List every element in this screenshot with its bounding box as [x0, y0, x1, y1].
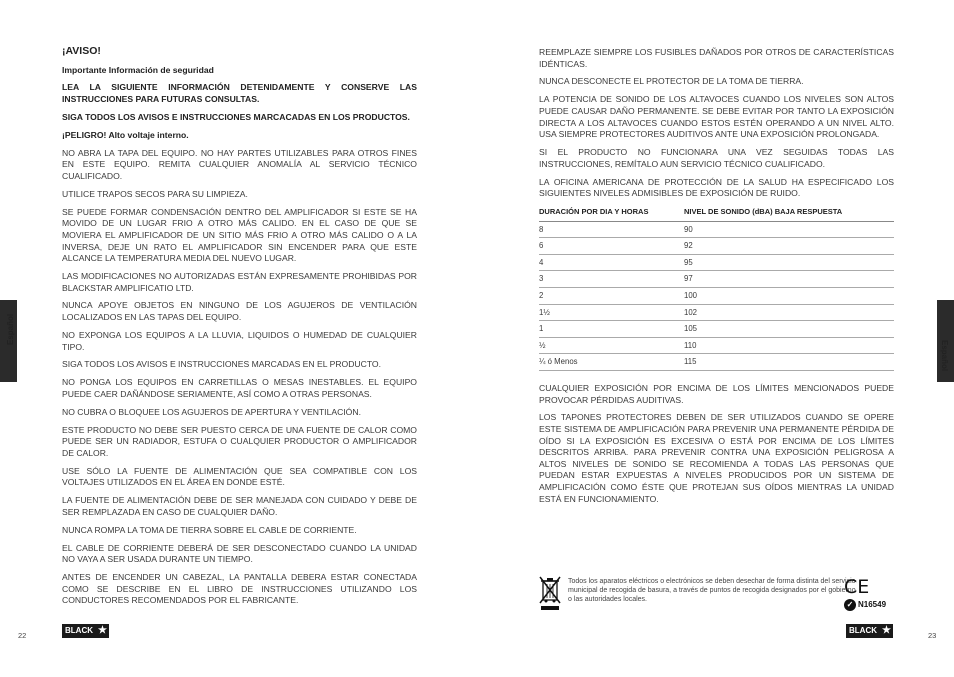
level-cell: 100: [684, 287, 894, 304]
duration-cell: 1: [539, 321, 684, 338]
logo-text: BLACK: [65, 626, 93, 635]
level-cell: 110: [684, 337, 894, 354]
paragraph: NO EXPONGA LOS EQUIPOS A LA LLUVIA, LIQUIDOS O HUMEDAD DE CUALQUIER TIPO.: [62, 329, 417, 352]
duration-cell: 8: [539, 221, 684, 238]
brand-logo: [62, 624, 109, 638]
bold-notice-2: SIGA TODOS LOS AVISOS E INSTRUCCIONES MARCACADAS EN LOS PRODUCTOS.: [62, 111, 410, 122]
noise-exposure-table: [539, 206, 894, 371]
danger-notice: ¡PELIGRO! Alto voltaje interno.: [62, 129, 189, 140]
disposal-text: Todos los aparatos eléctricos o electrónicos se deben desechar de forma distinta del servicio municipal de recogida de basura, a través de puntos de recogida designados por el gobierno o las autoridades locales.: [568, 578, 856, 604]
paragraph: UTILICE TRAPOS SECOS PARA SU LIMPIEZA.: [62, 188, 248, 199]
star-icon: ★: [98, 625, 107, 636]
level-cell: 92: [684, 238, 894, 255]
paragraph: NUNCA ROMPA LA TOMA DE TIERRA SOBRE EL CABLE DE CORRIENTE.: [62, 524, 357, 535]
paragraph: REEMPLAZE SIEMPRE LOS FUSIBLES DAÑADOS POR OTROS DE CARACTERÍSTICAS IDÉNTICAS.: [539, 47, 894, 69]
paragraph: LAS MODIFICACIONES NO AUTORIZADAS ESTÁN EXPRESAMENTE PROHIBIDAS POR BLACKSTAR AMPLIFICATIO LTD.: [62, 270, 417, 293]
duration-cell: 3: [539, 271, 684, 288]
duration-cell: 1½: [539, 304, 684, 321]
paragraph: SE PUEDE FORMAR CONDENSACIÓN DENTRO DEL AMPLIFICADOR SI ESTE SE HA MOVIDO DE UN LUGAR FRIO A OTRO MÁS CALIDO. EN EL CASO DE QUE SE MOVIERA EL AMPLIFICADOR DE UN SITIO MÁS FRIO A OTRO MÁS CALIDO O A LA INVERSA, DEJE UN RATO EL AMPLIFICADOR SIN ENCENDER PARA QUE ESTE ALCANCE LA TEMPERATURA MEDIA DEL NUEVO LUGAR.: [62, 206, 417, 264]
right-column: [539, 47, 894, 511]
warning-heading: ¡AVISO!: [62, 45, 101, 57]
paragraph: ANTES DE ENCENDER UN CABEZAL, LA PANTALLA DEBERA ESTAR CONECTADA COMO SE DESCRIBE EN EL LIBRO DE INSTRUCCIONES UTILIZANDO LOS CONDUCTORES RECOMENDADOS POR EL FABRICANTE.: [62, 572, 417, 606]
paragraph: NO PONGA LOS EQUIPOS EN CARRETILLAS O MESAS INESTABLES. EL EQUIPO PUEDE CAER DAÑÁNDOSE SERIAMENTE, ASÍ COMO A OTRAS PERSONAS.: [62, 377, 417, 399]
duration-cell: ¼ ó Menos: [539, 354, 684, 371]
ce-mark-icon: CE: [844, 576, 870, 598]
table-header-level: NIVEL DE SONIDO (dBA) BAJA RESPUESTA: [684, 206, 894, 221]
logo-text: BLACK: [849, 626, 877, 635]
paragraph: NUNCA APOYE OBJETOS EN NINGUNO DE LOS AGUJEROS DE VENTILACIÓN LOCALIZADOS EN LAS TAPAS DEL EQUIPO.: [62, 300, 417, 323]
table-row: [539, 287, 894, 304]
table-row: [539, 354, 894, 371]
paragraph: NO CUBRA O BLOQUEE LOS AGUJEROS DE APERTURA Y VENTILACIÓN.: [62, 406, 361, 417]
table-row: [539, 271, 894, 288]
paragraph: NUNCA DESCONECTE EL PROTECTOR DE LA TOMA DE TIERRA.: [539, 76, 804, 87]
subheading: Importante Información de seguridad: [62, 64, 214, 75]
bold-notice-1: LEA LA SIGUIENTE INFORMACIÓN DETENIDAMENTE Y CONSERVE LAS INSTRUCCIONES PARA FUTURAS CONSULTAS.: [62, 82, 417, 105]
duration-cell: 4: [539, 254, 684, 271]
c-tick-icon: ✓: [844, 599, 856, 611]
table-row: [539, 254, 894, 271]
paragraph: LA FUENTE DE ALIMENTACIÓN DEBE DE SER MANEJADA CON CUIDADO Y DEBE DE SER REMPLAZADA EN CASO DE CUALQUIER DAÑO.: [62, 495, 417, 517]
language-label: Español: [6, 313, 15, 345]
paragraph: LA OFICINA AMERICANA DE PROTECCIÓN DE LA SALUD HA ESPECIFICADO LOS SIGUIENTES NIVELES ADMISIBLES DE EXPOSICIÓN DE RUIDO.: [539, 176, 894, 199]
table-row: [539, 304, 894, 321]
table-row: [539, 337, 894, 354]
duration-cell: 2: [539, 287, 684, 304]
paragraph: NO ABRA LA TAPA DEL EQUIPO. NO HAY PARTES UTILIZABLES PARA OTROS FINES EN ESTE EQUIPO. REMITA CUALQUIER ANOMALÍA AL SERVICIO TÉCNICO CUALIFICADO.: [62, 147, 417, 181]
level-cell: 115: [684, 354, 894, 371]
left-column: [62, 46, 417, 613]
cert-code: N16549: [858, 600, 887, 610]
duration-cell: ½: [539, 337, 684, 354]
brand-logo: [846, 624, 893, 638]
crossed-bin-icon: [538, 575, 562, 611]
language-label: Español: [939, 340, 949, 372]
paragraph: ESTE PRODUCTO NO DEBE SER PUESTO CERCA DE UNA FUENTE DE CALOR COMO PUEDE SER UN RADIADOR, ESTUFA O CUALQUIER PRODUCTOR O AMPLIFICADOR DE CALOR.: [62, 424, 417, 458]
table-row: [539, 238, 894, 255]
paragraph: USE SÓLO LA FUENTE DE ALIMENTACIÓN QUE SEA COMPATIBLE CON LOS VOLTAJES UTILIZADOS EN EL ÁREA EN DONDE ESTÉ.: [62, 465, 417, 488]
level-cell: 97: [684, 271, 894, 288]
level-cell: 102: [684, 304, 894, 321]
page-number: 22: [18, 631, 27, 640]
level-cell: 105: [684, 321, 894, 338]
level-cell: 90: [684, 221, 894, 238]
table-row: [539, 221, 894, 238]
paragraph: EL CABLE DE CORRIENTE DEBERÁ DE SER DESCONECTADO CUANDO LA UNIDAD NO VAYA A SER USADA DURANTE UN TIEMPO.: [62, 542, 417, 565]
paragraph: CUALQUIER EXPOSICIÓN POR ENCIMA DE LOS LÍMITES MENCIONADOS PUEDE PROVOCAR PÉRDIDAS AUDITIVAS.: [539, 382, 894, 405]
level-cell: 95: [684, 254, 894, 271]
page-number: 23: [928, 631, 937, 640]
table-header-duration: DURACIÓN POR DIA Y HORAS: [539, 206, 684, 221]
table-row: [539, 321, 894, 338]
paragraph: LOS TAPONES PROTECTORES DEBEN DE SER UTILIZADOS CUANDO SE OPERE ESTE SISTEMA DE AMPLIFICACIÓN PARA PREVENIR UNA PERMANENTE PÉRDIDA DE OÍDO SI LA EXPOSICIÓN ES EXCESIVA O ESTÁ POR ENCIMA DE LOS LÍMITES DESCRITOS ARRIBA. PARA PREVENIR CONTRA UNA EXPOSICIÓN PELIGROSA A ALTOS NIVELES DE SONIDO SE RECOMIENDA A TODAS LAS PERSONAS QUE PUEDAN ESTAR EXPUESTAS A NIVELES PRODUCIDOS POR UN SISTEMA DE AMPLIFICACIÓN COMO ÉSTE QUE PROTEJAN SUS OÍDOS MIENTRAS LA UNIDAD ESTÁ EN FUNCIONAMIENTO.: [539, 412, 894, 504]
paragraph: LA POTENCIA DE SONIDO DE LOS ALTAVOCES CUANDO LOS NIVELES SON ALTOS PUEDE CAUSAR DAÑO PERMANENTE. SE DEBE EVITAR POR TANTO LA EXPOSICIÓN DIRECTA A LOS ALTAVOCES CUANDO ESTOS ESTÉN OPERANDO A UN NIVEL ALTO. USA SIEMPRE PROTECTORES AUDITIVOS ANTE UNA EXPOSICIÓN PROLONGADA.: [539, 94, 894, 140]
star-icon: ★: [882, 625, 891, 636]
paragraph: SIGA TODOS LOS AVISOS E INSTRUCCIONES MARCADAS EN EL PRODUCTO.: [62, 359, 381, 370]
paragraph: SI EL PRODUCTO NO FUNCIONARA UNA VEZ SEGUIDAS TODAS LAS INSTRUCCIONES, REMÍTALO AUN SERVICIO TÉCNICO CUALIFICADO.: [539, 147, 894, 169]
c-tick-certification: [844, 599, 886, 611]
duration-cell: 6: [539, 238, 684, 255]
